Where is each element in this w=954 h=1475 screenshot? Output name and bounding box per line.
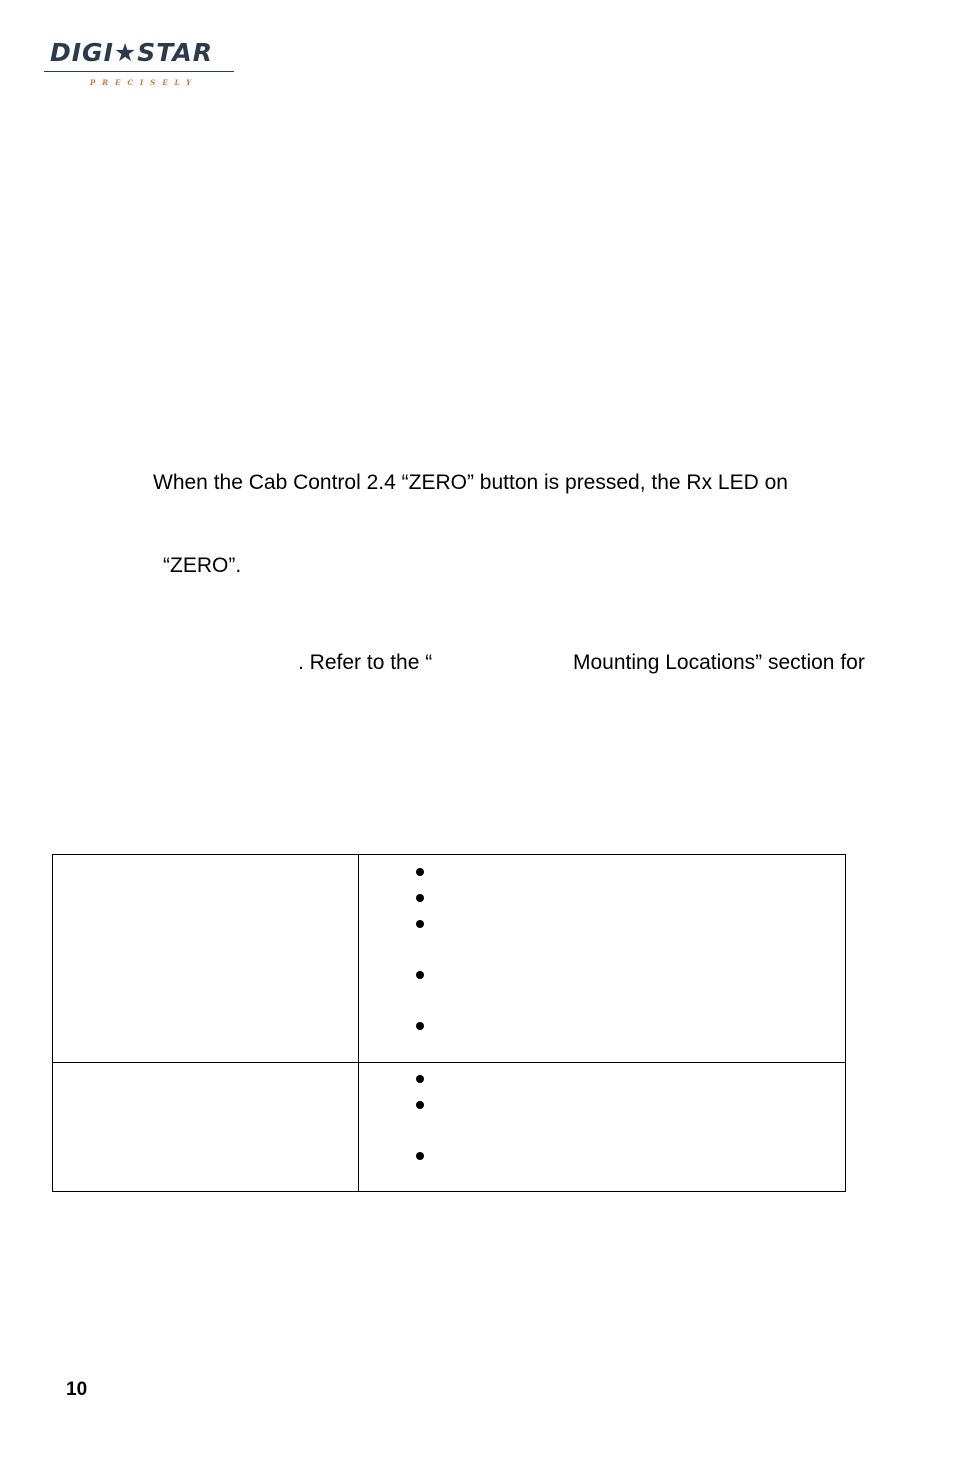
body-text-line-3-end: Mounting Locations” section for [573, 651, 865, 674]
table-column-divider [358, 855, 359, 1191]
logo-underline [44, 71, 234, 72]
bullet-icon [416, 868, 424, 876]
logo-wordmark: DIGI★STAR [50, 38, 214, 67]
body-text-line-1: When the Cab Control 2.4 “ZERO” button is pressed, the Rx LED on [153, 471, 788, 494]
bullet-icon [416, 1075, 424, 1083]
digistar-logo [44, 38, 236, 90]
page-number: 10 [66, 1379, 88, 1400]
troubleshooting-table [52, 854, 846, 1192]
bullet-icon [416, 1152, 424, 1160]
bullet-icon [416, 1101, 424, 1109]
bullet-icon [416, 1022, 424, 1030]
body-text-line-3-start: . Refer to the “ [298, 651, 433, 674]
body-text-line-2: “ZERO”. [163, 554, 242, 577]
logo-tagline: PRECISELY [90, 78, 199, 87]
table-row-divider [53, 1062, 845, 1063]
bullet-icon [416, 920, 424, 928]
bullet-icon [416, 971, 424, 979]
bullet-icon [416, 894, 424, 902]
